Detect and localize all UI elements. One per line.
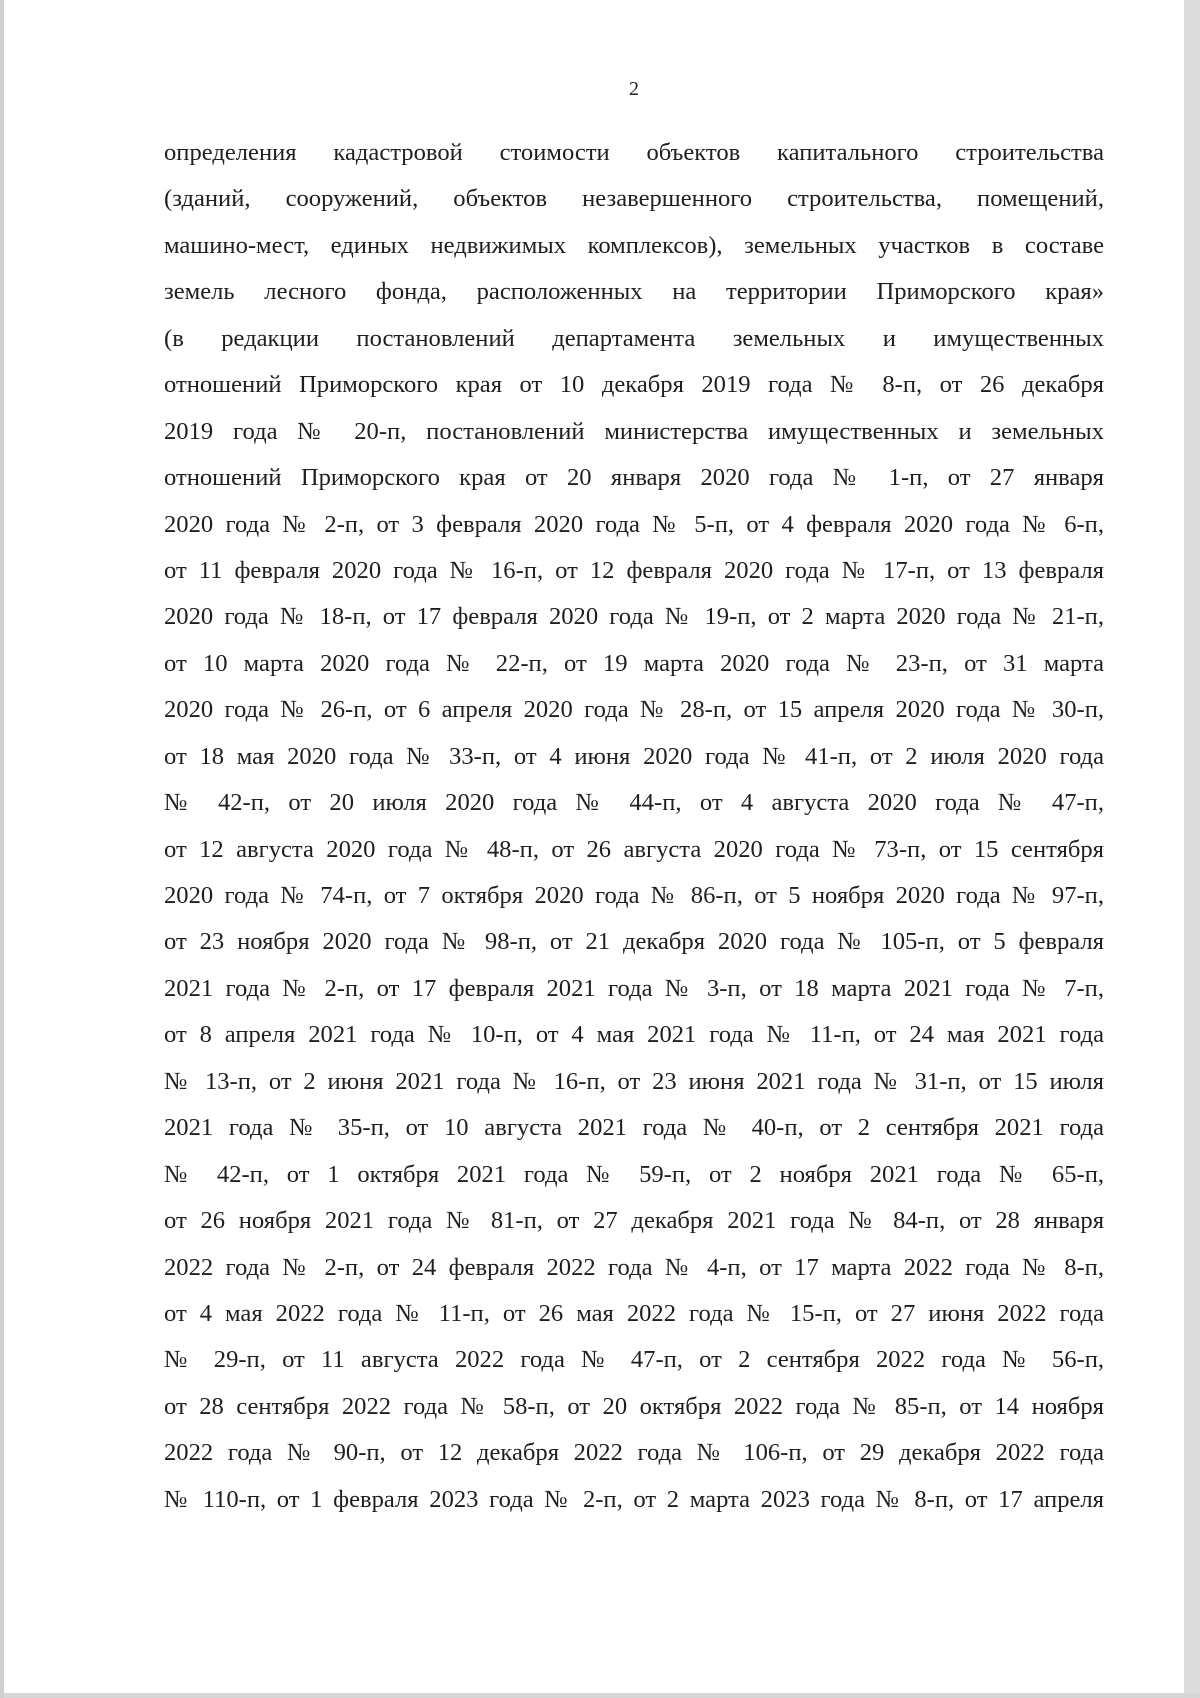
text-line: № 29-п, от 11 августа 2022 года № 47-п, от 2 сентября 2022 года № 56-п, bbox=[164, 1346, 1104, 1374]
text-line: 2022 года № 90-п, от 12 декабря 2022 года № 106-п, от 29 декабря 2022 года bbox=[164, 1439, 1104, 1467]
text-line: от 11 февраля 2020 года № 16-п, от 12 февраля 2020 года № 17-п, от 13 февраля bbox=[164, 556, 1104, 584]
text-line: (в редакции постановлений департамента земельных и имущественных bbox=[164, 324, 1104, 352]
text-line: 2021 года № 2-п, от 17 февраля 2021 года № 3-п, от 18 марта 2021 года № 7-п, bbox=[164, 974, 1104, 1002]
text-line: машино-мест, единых недвижимых комплексов), земельных участков в составе bbox=[164, 231, 1104, 259]
text-line: 2020 года № 26-п, от 6 апреля 2020 года № 28-п, от 15 апреля 2020 года № 30-п, bbox=[164, 696, 1104, 724]
text-line: от 28 сентября 2022 года № 58-п, от 20 октября 2022 года № 85-п, от 14 ноября bbox=[164, 1392, 1104, 1420]
text-line: от 8 апреля 2021 года № 10-п, от 4 мая 2021 года № 11-п, от 24 мая 2021 года bbox=[164, 1021, 1104, 1049]
text-line: 2020 года № 18-п, от 17 февраля 2020 года № 19-п, от 2 марта 2020 года № 21-п, bbox=[164, 603, 1104, 631]
text-line: № 13-п, от 2 июня 2021 года № 16-п, от 23 июня 2021 года № 31-п, от 15 июля bbox=[164, 1067, 1104, 1095]
text-line: 2020 года № 2-п, от 3 февраля 2020 года № 5-п, от 4 февраля 2020 года № 6-п, bbox=[164, 510, 1104, 538]
text-line: от 12 августа 2020 года № 48-п, от 26 августа 2020 года № 73-п, от 15 сентября bbox=[164, 835, 1104, 863]
text-line: № 110-п, от 1 февраля 2023 года № 2-п, от 2 марта 2023 года № 8-п, от 17 апреля bbox=[164, 1485, 1104, 1513]
text-line: 2021 года № 35-п, от 10 августа 2021 года № 40-п, от 2 сентября 2021 года bbox=[164, 1114, 1104, 1142]
text-line: от 10 марта 2020 года № 22-п, от 19 марта 2020 года № 23-п, от 31 марта bbox=[164, 649, 1104, 677]
text-line: № 42-п, от 1 октября 2021 года № 59-п, от 2 ноября 2021 года № 65-п, bbox=[164, 1160, 1104, 1188]
text-line: от 23 ноября 2020 года № 98-п, от 21 декабря 2020 года № 105-п, от 5 февраля bbox=[164, 928, 1104, 956]
text-line: (зданий, сооружений, объектов незавершенного строительства, помещений, bbox=[164, 185, 1104, 213]
text-line: отношений Приморского края от 20 января 2020 года № 1-п, от 27 января bbox=[164, 464, 1104, 492]
text-line: от 26 ноября 2021 года № 81-п, от 27 декабря 2021 года № 84-п, от 28 января bbox=[164, 1207, 1104, 1235]
text-line: отношений Приморского края от 10 декабря 2019 года № 8-п, от 26 декабря bbox=[164, 371, 1104, 399]
scan-edge-right bbox=[1184, 0, 1200, 1698]
text-line: от 4 мая 2022 года № 11-п, от 26 мая 2022 года № 15-п, от 27 июня 2022 года bbox=[164, 1299, 1104, 1327]
text-line: определения кадастровой стоимости объектов капитального строительства bbox=[164, 139, 1104, 166]
scan-edge-bottom bbox=[4, 1693, 1200, 1698]
text-line: № 42-п, от 20 июля 2020 года № 44-п, от 4 августа 2020 года № 47-п, bbox=[164, 789, 1104, 817]
document-body bbox=[164, 130, 1104, 1523]
text-line: 2022 года № 2-п, от 24 февраля 2022 года № 4-п, от 17 марта 2022 года № 8-п, bbox=[164, 1253, 1104, 1281]
page-number: 2 bbox=[629, 78, 639, 100]
text-line: земель лесного фонда, расположенных на территории Приморского края» bbox=[164, 278, 1104, 306]
text-line: 2020 года № 74-п, от 7 октября 2020 года № 86-п, от 5 ноября 2020 года № 97-п, bbox=[164, 882, 1104, 909]
text-line: от 18 мая 2020 года № 33-п, от 4 июня 2020 года № 41-п, от 2 июля 2020 года bbox=[164, 742, 1104, 770]
text-line: 2019 года № 20-п, постановлений министерства имущественных и земельных bbox=[164, 417, 1104, 445]
